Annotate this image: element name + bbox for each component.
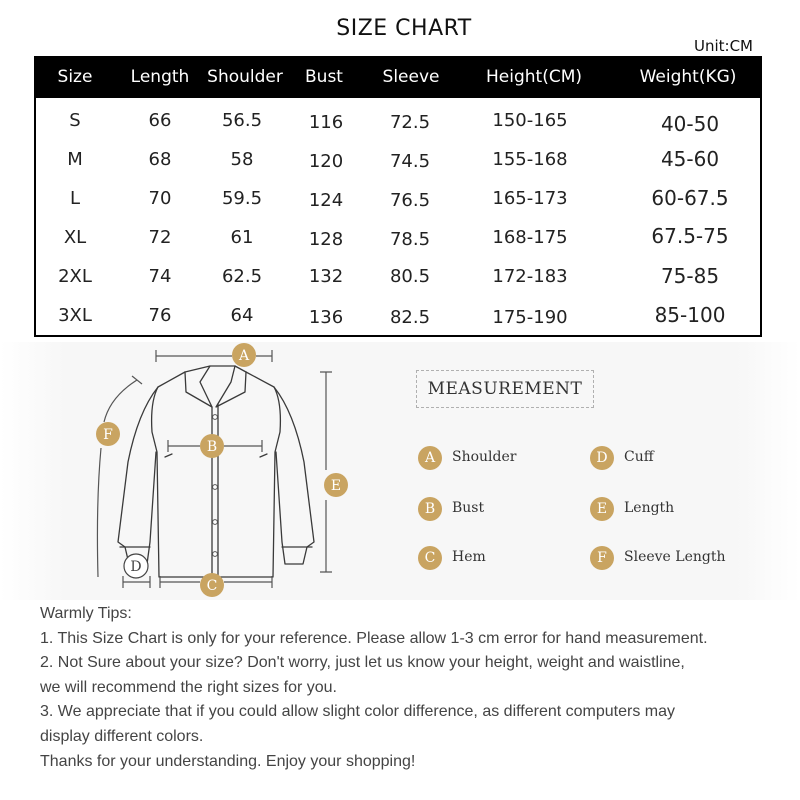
cell-bust: 116 <box>308 112 344 133</box>
table-row <box>36 224 760 266</box>
diagram-marker-b <box>200 434 224 458</box>
cell-sleeve: 82.5 <box>389 307 431 328</box>
cell-shoulder: 64 <box>230 305 254 326</box>
tips-heading: Warmly Tips: <box>40 605 132 622</box>
cell-size: L <box>69 188 81 209</box>
legend-badge: C <box>418 546 442 570</box>
diagram-marker-a <box>232 343 256 367</box>
table-row <box>36 110 760 149</box>
cell-size: XL <box>63 227 87 248</box>
header-shoulder: Shoulder <box>207 67 283 87</box>
tips-line: we will recommend the right sizes for you. <box>40 678 337 696</box>
legend-label: Cuff <box>624 449 654 465</box>
legend-badge: F <box>590 546 614 570</box>
table-row <box>36 266 760 305</box>
cell-bust: 124 <box>308 190 344 211</box>
measurement-section <box>0 342 800 600</box>
diagram-marker-e <box>324 473 348 497</box>
measurement-title: MEASUREMENT <box>427 379 583 399</box>
cell-height: 172-183 <box>492 266 568 287</box>
measurement-title-box <box>416 370 594 408</box>
legend-label: Sleeve Length <box>624 549 726 565</box>
cell-length: 66 <box>148 110 172 131</box>
header-length: Length <box>130 67 190 87</box>
legend-badge: D <box>590 446 614 470</box>
tips-line: 3. We appreciate that if you could allow slight color difference, as different computers may <box>40 703 675 721</box>
cell-length: 68 <box>148 149 172 170</box>
cell-sleeve: 80.5 <box>389 266 431 287</box>
warmly-tips <box>40 602 790 774</box>
cell-length: 74 <box>148 266 172 287</box>
cell-height: 155-168 <box>492 149 568 170</box>
tips-line: 1. This Size Chart is only for your reference. Please allow 1-3 cm error for hand measurement. <box>40 629 708 647</box>
cell-weight: 75-85 <box>660 264 720 288</box>
tips-line: display different colors. <box>40 727 204 745</box>
cell-sleeve: 78.5 <box>389 229 431 250</box>
cell-bust: 132 <box>308 266 344 287</box>
cell-shoulder: 61 <box>230 227 254 248</box>
cell-bust: 128 <box>308 229 344 250</box>
cell-weight: 60-67.5 <box>651 186 729 210</box>
cell-sleeve: 74.5 <box>389 151 431 172</box>
cell-weight: 40-50 <box>660 112 720 136</box>
cell-size: 3XL <box>58 305 92 326</box>
table-row <box>36 188 760 227</box>
cell-height: 168-175 <box>492 227 568 248</box>
cell-shoulder: 58 <box>230 149 254 170</box>
header-weight: Weight(KG) <box>639 67 737 87</box>
diagram-marker-c <box>200 573 224 597</box>
table-row <box>36 305 760 344</box>
cell-shoulder: 59.5 <box>221 188 263 209</box>
legend-label: Length <box>624 500 675 516</box>
cell-shoulder: 56.5 <box>221 110 263 131</box>
cell-size: M <box>67 149 83 170</box>
cell-sleeve: 76.5 <box>389 190 431 211</box>
legend-label: Shoulder <box>452 449 517 465</box>
legend-badge: A <box>418 446 442 470</box>
marker-c-text: C <box>206 578 218 594</box>
cell-weight: 85-100 <box>654 303 726 327</box>
cell-weight: 45-60 <box>660 147 720 171</box>
unit-label: Unit:CM <box>694 37 754 55</box>
cell-bust: 120 <box>308 151 344 172</box>
marker-f-text: F <box>103 427 113 443</box>
cell-height: 175-190 <box>492 307 568 328</box>
cell-length: 72 <box>148 227 172 248</box>
header-bust: Bust <box>305 67 343 87</box>
cell-weight: 67.5-75 <box>651 224 729 248</box>
cell-height: 165-173 <box>492 188 568 209</box>
cell-bust: 136 <box>308 307 344 328</box>
marker-a-text: A <box>238 348 250 364</box>
marker-b-text: B <box>206 439 218 455</box>
tips-line: Thanks for your understanding. Enjoy your shopping! <box>40 752 416 770</box>
cell-length: 70 <box>148 188 172 209</box>
legend-label: Bust <box>452 500 485 516</box>
marker-d-text: D <box>130 559 142 575</box>
legend-badge: E <box>590 497 614 521</box>
cell-size: S <box>69 110 81 131</box>
header-size: Size <box>57 67 93 87</box>
cell-height: 150-165 <box>492 110 568 131</box>
diagram-marker-d <box>124 554 148 578</box>
cell-shoulder: 62.5 <box>221 266 263 287</box>
cell-length: 76 <box>148 305 172 326</box>
marker-e-text: E <box>330 478 342 494</box>
table-row <box>36 149 760 188</box>
legend-label: Hem <box>452 549 486 565</box>
diagram-marker-f <box>96 422 120 446</box>
size-chart-title: SIZE CHART <box>336 16 472 41</box>
size-table <box>34 56 762 337</box>
header-height: Height(CM) <box>486 67 582 87</box>
cell-sleeve: 72.5 <box>389 112 431 133</box>
header-sleeve: Sleeve <box>382 67 440 87</box>
legend-badge: B <box>418 497 442 521</box>
cell-size: 2XL <box>58 266 92 287</box>
tips-line: 2. Not Sure about your size? Don't worry, just let us know your height, weight and waistline, <box>40 654 685 672</box>
table-header <box>36 58 760 98</box>
